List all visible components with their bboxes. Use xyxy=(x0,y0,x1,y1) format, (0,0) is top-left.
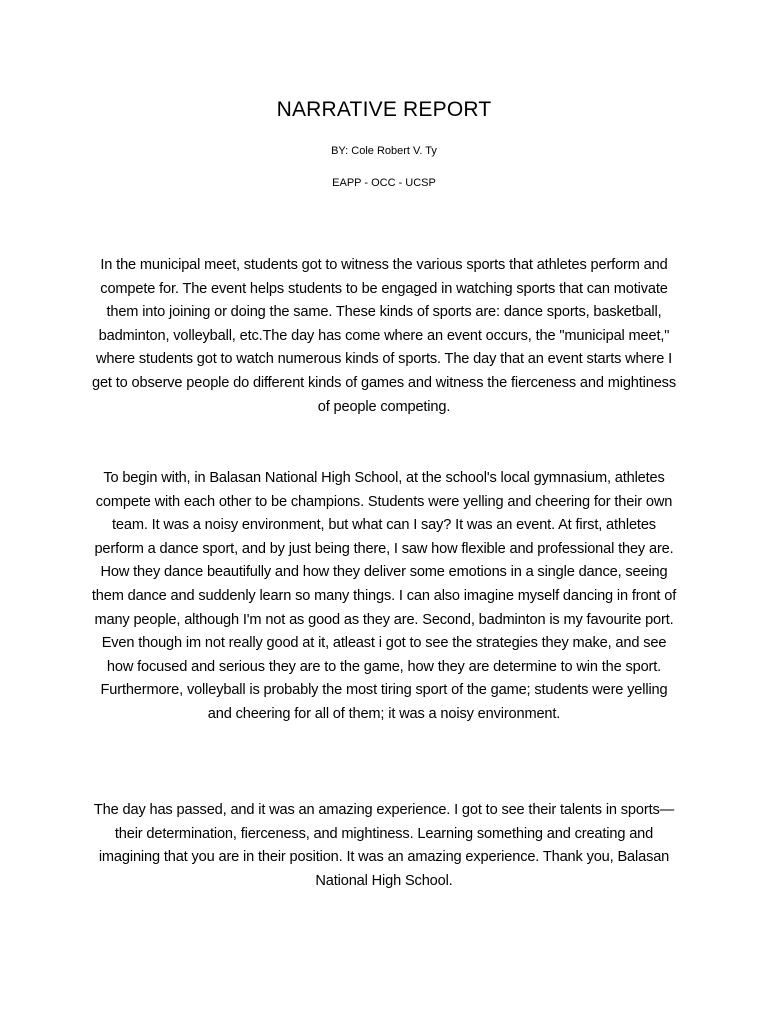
paragraph-body: To begin with, in Balasan National High School, at the school's local gymnasium, athletes compete with each other to be champions. Students were yelling and cheering for their own team. It was a noisy environment, but what can I say? It was an event. At first, athletes perform a dance sport, and by just being there, I saw how flexible and professional they are. How they dance beautifully and how they deliver some emotions in a single dance, seeing them dance and suddenly learn so many things. I can also imagine myself dancing in front of many people, although I'm not as good as they are. Second, badminton is my favourite port. Even though im not really good at it, atleast i got to see the strategies they make, and see how focused and serious they are to the game, how they are determine to win the sport. Furthermore, volleyball is probably the most tiring sport of the game; students were yelling and cheering for all of them; it was a noisy environment. xyxy=(91,470,677,722)
author-byline: BY: Cole Robert V. Ty xyxy=(331,145,437,157)
course-line: EAPP - OCC - UCSP xyxy=(332,177,436,189)
document-title: NARRATIVE REPORT xyxy=(276,98,492,121)
paragraph-conclusion: The day has passed, and it was an amazing experience. I got to see their talents in sports—their determination, fierceness, and mightiness. Learning something and creating and imagining that you are in their position. It was an amazing experience. Thank you, Balasan National High School. xyxy=(93,802,675,889)
paragraph-introduction: In the municipal meet, students got to witness the various sports that athletes perform and compete for. The event helps students to be engaged in watching sports that can motivate them into joining or doing the same. These kinds of sports are: dance sports, basketball, badminton, volleyball, etc.The day has come where an event occurs, the "municipal meet," where students got to watch numerous kinds of sports. The day that an event starts where I get to observe people do different kinds of games and witness the fierceness and mightiness of people competing. xyxy=(92,257,676,415)
